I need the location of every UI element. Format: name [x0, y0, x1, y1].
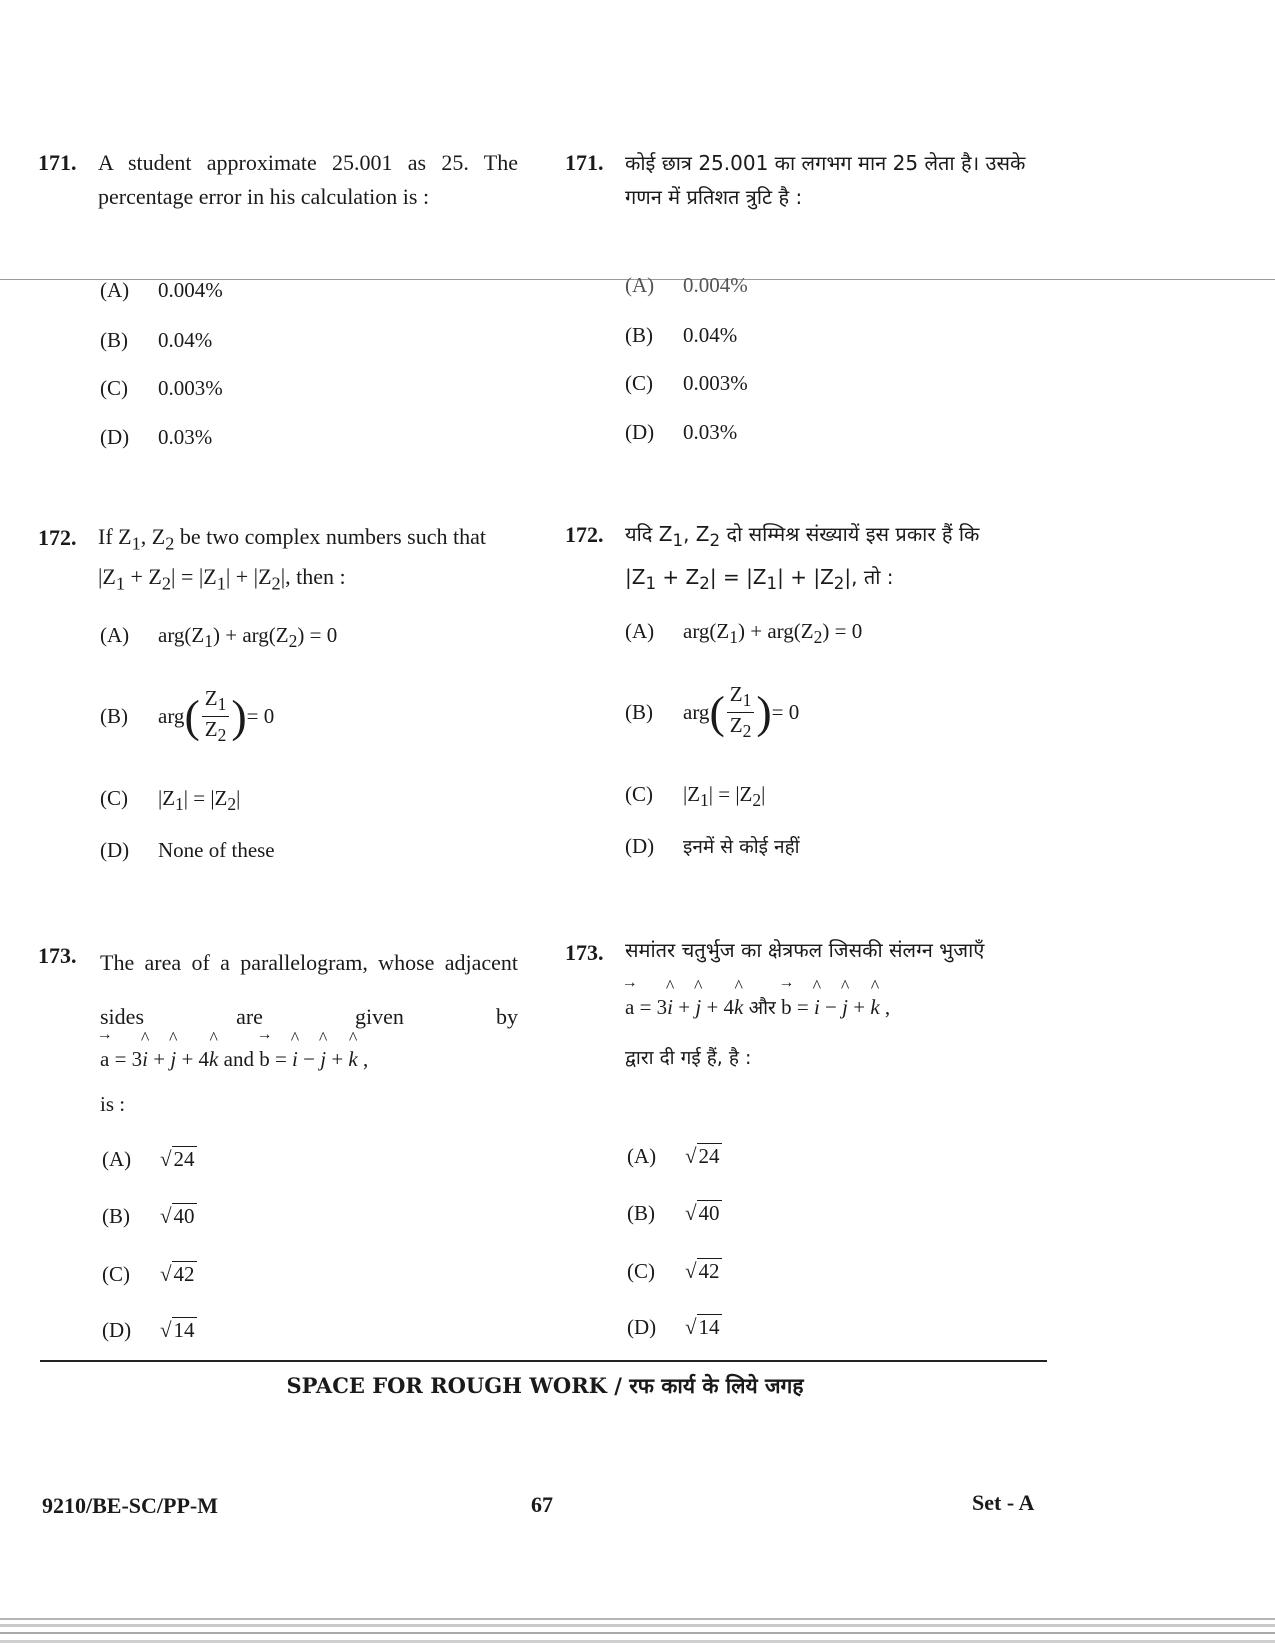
option-value: 14 [698, 1315, 720, 1339]
text: , Z [140, 524, 166, 549]
text: + [326, 1047, 349, 1071]
q171-option-b-hi [625, 323, 737, 348]
option-value: None of these [158, 838, 275, 862]
scan-edge-stripe [0, 1632, 1275, 1634]
text: = [269, 1047, 293, 1071]
rough-work-label: SPACE FOR ROUGH WORK / रफ कार्य के लिये जगह [286, 1373, 804, 1398]
sub: 1 [131, 533, 141, 554]
unit-j: ^ j [320, 1047, 326, 1072]
text: | = |Z [708, 782, 753, 806]
text: |Z [158, 786, 176, 810]
option-value: 0.03% [158, 425, 213, 449]
sub: 1 [742, 690, 752, 711]
option-label: (C) [625, 371, 653, 395]
text: यदि Z [625, 522, 673, 546]
text: − [819, 995, 843, 1019]
q172-option-b-hi [625, 682, 799, 743]
page-number: 67 [531, 1492, 553, 1517]
option-label: (B) [625, 323, 653, 347]
fraction [727, 682, 755, 743]
radical: √ [685, 1259, 697, 1283]
radical: √ [160, 1318, 172, 1342]
q172-option-b-en [100, 686, 274, 747]
option-label: (C) [102, 1262, 130, 1286]
sub: 2 [742, 721, 752, 742]
q173-vectors-hi [625, 994, 890, 1020]
q171-option-a-en [100, 278, 223, 303]
option-value: 0.03% [683, 420, 738, 444]
option-label: (A) [625, 273, 655, 297]
q173-option-a-hi [627, 1144, 722, 1169]
q173-is-en: is : [100, 1092, 126, 1116]
text: और [748, 997, 776, 1019]
text: + [673, 995, 696, 1019]
sub: 2 [165, 533, 175, 554]
text: arg(Z [158, 623, 205, 647]
text: = [791, 995, 814, 1019]
option-label: (C) [100, 376, 128, 400]
sub: 1 [645, 574, 657, 593]
text: Z [204, 717, 218, 742]
q173-question-hi: समांतर चतुर्भुज का क्षेत्रफल जिसकी संलग्न भुजाएँ [625, 938, 985, 962]
unit-j: ^ j [170, 1047, 176, 1072]
q173-question-en: The area of a parallelogram, whose adjacent sides are given by [100, 950, 518, 1029]
text: arg [683, 700, 710, 725]
text: + 4 [176, 1047, 210, 1071]
sub: 1 [217, 694, 227, 715]
vector-a: → a [625, 995, 634, 1020]
q171-option-b-en [100, 328, 212, 353]
sub: 1 [729, 627, 739, 648]
text: ) + arg(Z [213, 623, 289, 647]
option-value: 0.004% [158, 278, 223, 302]
left-paren: ( [709, 686, 725, 738]
unit-k: ^ k [870, 995, 879, 1020]
sub: 2 [699, 574, 710, 593]
option-value: 42 [173, 1262, 195, 1286]
radical: √ [160, 1204, 172, 1228]
q171-question-en: A student approximate 25.001 as 25. The percentage error in his calculation is : [98, 150, 518, 209]
sub: 1 [216, 573, 226, 594]
sub: 1 [700, 790, 709, 811]
text: Z [204, 686, 218, 710]
q173-option-b-hi [627, 1201, 722, 1226]
left-paren: ( [184, 690, 200, 742]
option-label: (D) [100, 838, 130, 862]
radical: √ [685, 1315, 697, 1339]
q172-option-a-hi [625, 619, 862, 648]
sqrt [685, 1259, 722, 1284]
text: arg(Z [683, 619, 730, 643]
option-label: (C) [627, 1259, 655, 1283]
option-label: (D) [102, 1318, 132, 1342]
unit-i: ^ i [667, 995, 673, 1020]
q171-option-a-hi [625, 273, 748, 298]
text: |Z [625, 565, 646, 589]
q171-number-en: 171. [38, 150, 77, 175]
option-value: 0.04% [158, 328, 213, 352]
sub: 2 [217, 725, 227, 746]
option-label: (C) [625, 782, 653, 806]
option-label: (B) [102, 1204, 130, 1228]
sub: 2 [752, 790, 762, 811]
option-value: 42 [698, 1259, 720, 1283]
sqrt [160, 1147, 197, 1172]
scan-edge-stripe [0, 1624, 1275, 1627]
q171-option-c-en [100, 376, 223, 401]
q172-question-hi [625, 516, 1075, 602]
q173-is-hi: द्वारा दी गई हैं, है : [625, 1047, 752, 1069]
right-paren: ) [756, 686, 772, 738]
q173-option-a-en [102, 1147, 197, 1172]
q171-question-hi: कोई छात्र 25.001 का लगभग मान 25 लेता है। उसके गणन में प्रतिशत त्रुटि है : [625, 151, 1026, 209]
unit-k: ^ k [348, 1047, 357, 1072]
q173-option-c-hi [627, 1259, 722, 1284]
sqrt [685, 1201, 722, 1226]
text: arg [158, 704, 185, 729]
fraction [202, 686, 230, 747]
vector-a: → a [100, 1047, 109, 1072]
q173-number-en: 173. [38, 943, 77, 968]
sub: 2 [227, 794, 237, 815]
sub: 1 [115, 573, 126, 594]
text: + [847, 995, 871, 1019]
text: |, then : [280, 564, 346, 590]
sub: 1 [766, 574, 778, 593]
scan-edge-stripe [0, 1618, 1275, 1620]
text: | = |Z [183, 786, 228, 810]
q172-number-en: 172. [38, 525, 77, 550]
text: | = |Z [709, 565, 767, 589]
option-label: (A) [100, 623, 130, 647]
option-label: (D) [627, 1315, 657, 1339]
option-label: (B) [627, 1201, 655, 1225]
set-label: Set - A [972, 1490, 1035, 1515]
option-label: (A) [627, 1144, 657, 1168]
q172-question-en [98, 520, 518, 601]
radical: √ [685, 1201, 697, 1225]
q173-number-hi: 173. [565, 940, 604, 965]
unit-k: ^ k [734, 995, 743, 1020]
text: = 3 [634, 995, 668, 1019]
text: | = |Z [171, 564, 217, 590]
option-label: (D) [625, 420, 655, 444]
option-value: 40 [698, 1201, 720, 1225]
sub: 2 [813, 627, 823, 648]
option-value: 40 [173, 1204, 195, 1228]
sqrt [685, 1315, 722, 1340]
sqrt [685, 1144, 722, 1169]
text: | [761, 782, 766, 806]
radical: √ [160, 1147, 172, 1171]
unit-j: ^ j [842, 995, 848, 1020]
unit-k: ^ k [209, 1047, 218, 1072]
q171-option-d-en [100, 425, 212, 450]
option-value: 0.003% [158, 376, 223, 400]
rough-work-divider [40, 1360, 1047, 1362]
option-label: (B) [100, 328, 128, 352]
sub: 2 [709, 531, 721, 550]
option-label: (A) [102, 1147, 132, 1171]
text: ) = 0 [822, 619, 863, 643]
sub: 1 [672, 531, 684, 550]
option-value: इनमें से कोई नहीं [683, 836, 800, 858]
text: | + |Z [225, 564, 272, 590]
text: be two complex numbers such that |Z [98, 524, 486, 590]
text: = 0 [246, 704, 275, 729]
text: , Z [683, 522, 710, 546]
text: + [148, 1047, 171, 1071]
unit-j: ^ j [695, 995, 701, 1020]
option-label: (A) [625, 619, 655, 643]
q171-option-d-hi [625, 420, 737, 445]
q172-option-c-hi [625, 782, 765, 811]
q173-option-c-en [102, 1262, 197, 1287]
text: | [236, 786, 241, 810]
sub: 1 [204, 631, 214, 652]
text: | + |Z [777, 565, 834, 589]
text: + 4 [701, 995, 735, 1019]
text: , [884, 995, 891, 1019]
option-label: (A) [100, 278, 130, 302]
text: If Z [98, 524, 132, 549]
q173-option-b-en [102, 1204, 197, 1229]
text: दो सम्मिश्र संख्यायें इस प्रकार हैं कि [720, 522, 980, 546]
paper-code: 9210/BE-SC/PP-M [42, 1493, 218, 1518]
text: Z [729, 713, 743, 738]
text: and [223, 1047, 254, 1071]
sqrt [160, 1318, 197, 1343]
q172-option-c-en [100, 786, 240, 815]
option-value: 24 [173, 1147, 195, 1171]
q171-option-c-hi [625, 371, 748, 396]
vector-b: → b [781, 995, 792, 1020]
option-label: (B) [625, 700, 653, 725]
text: + Z [656, 565, 700, 589]
sub: 2 [161, 573, 172, 594]
text: ) + arg(Z [738, 619, 814, 643]
text: , [363, 1047, 369, 1071]
sqrt [160, 1262, 197, 1287]
option-value: 0.003% [683, 371, 748, 395]
unit-i: ^ i [814, 995, 820, 1020]
text: |Z [683, 782, 701, 806]
text: − [297, 1047, 321, 1071]
option-label: (C) [100, 786, 128, 810]
text: = 3 [109, 1047, 143, 1071]
q173-option-d-en [102, 1318, 197, 1343]
unit-i: ^ i [292, 1047, 298, 1072]
q172-number-hi: 172. [565, 522, 604, 547]
q173-option-d-hi [627, 1315, 722, 1340]
scan-edge-stripe [0, 1640, 1275, 1643]
sqrt [160, 1204, 197, 1229]
q172-option-d-en [100, 838, 275, 863]
q172-option-a-en [100, 623, 337, 652]
vector-b: → b [259, 1047, 270, 1072]
option-label: (B) [100, 704, 128, 729]
text: ) = 0 [297, 623, 338, 647]
option-label: (D) [100, 425, 130, 449]
option-value: 0.04% [683, 323, 738, 347]
option-label: (D) [625, 834, 655, 858]
option-value: 24 [698, 1144, 720, 1168]
text: Z [729, 682, 743, 706]
q173-vectors-en [100, 1047, 368, 1072]
unit-i: ^ i [142, 1047, 148, 1072]
sub: 2 [271, 573, 281, 594]
text: = 0 [771, 700, 800, 725]
text: + Z [125, 564, 162, 590]
option-value: 14 [173, 1318, 195, 1342]
sub: 2 [288, 631, 298, 652]
radical: √ [685, 1144, 697, 1168]
option-value: 0.004% [683, 273, 748, 297]
right-paren: ) [231, 690, 247, 742]
sub: 1 [175, 794, 184, 815]
sub: 2 [833, 574, 845, 593]
q171-number-hi: 171. [565, 150, 604, 175]
q172-option-d-hi [625, 833, 800, 859]
radical: √ [160, 1262, 172, 1286]
text: |, तो : [844, 565, 894, 589]
